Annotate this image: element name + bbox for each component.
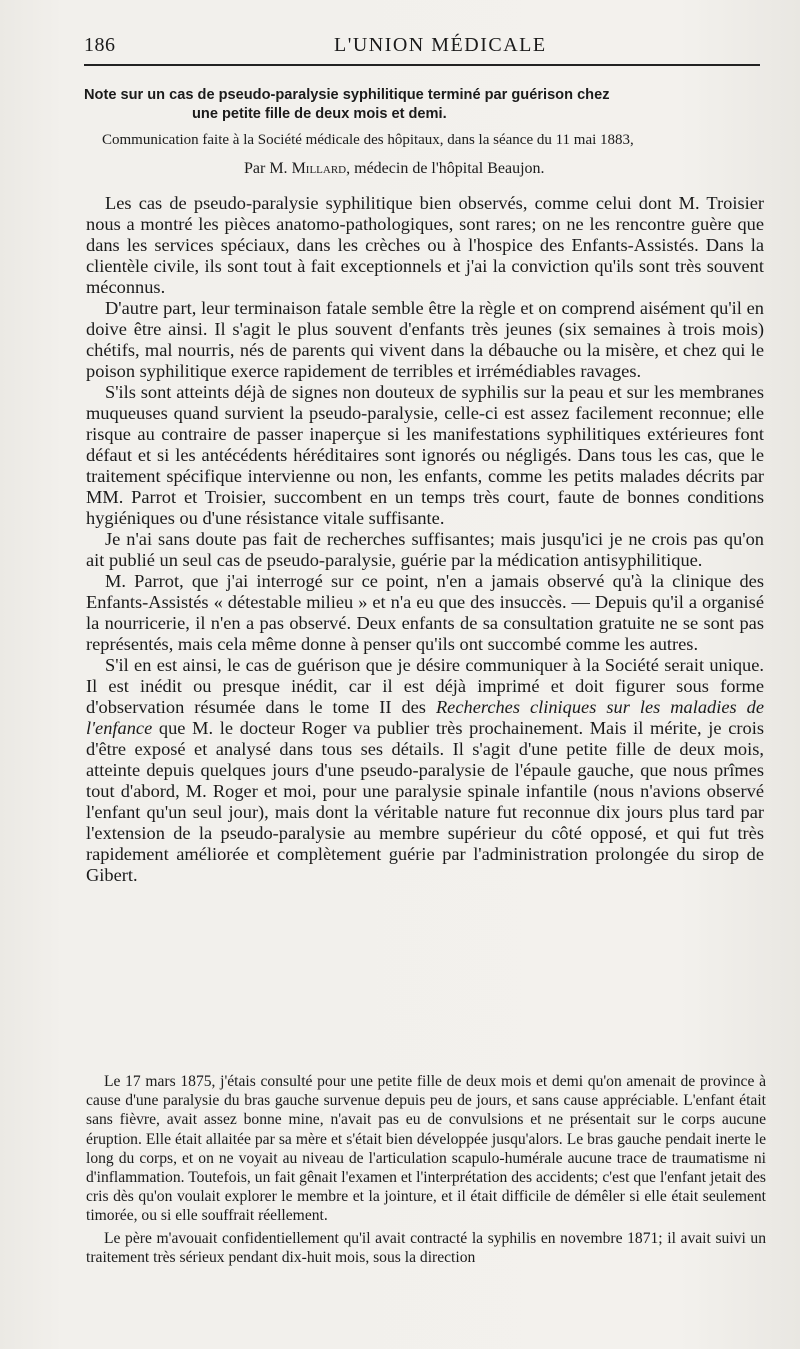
byline-prefix: Par M. — [244, 160, 292, 177]
journal-title: L'UNION MÉDICALE — [334, 34, 547, 56]
body-paragraph: D'autre part, leur terminaison fatale semble être la règle et on comprend aisément qu'il en doive être ainsi. Il s'agit le plus souvent d'enfants très jeunes (six semaines à trois mois) chétifs, mal nourris, nés de parents qui vivent dans la débauche ou la misère, et chez qui le poison syphilitique exerce rapidement de terribles et irrémédiables ravages. — [86, 298, 764, 381]
author-byline — [244, 158, 764, 180]
observation-paragraph: Le père m'avouait confidentiellement qu'il avait contracté la syphilis en novembre 1871; il avait suivi un traitement très sérieux pendant dix-huit mois, sous la direction — [86, 1229, 766, 1266]
article-title — [84, 86, 762, 124]
observation-paragraph: Le 17 mars 1875, j'étais consulté pour une petite fille de deux mois et demi qu'on amenait de province à cause d'une paralysie du bras gauche survenue depuis peu de jours, et sans cause appréciable. L'enfant était sans fièvre, avait assez bonne mine, n'avait pas eu de convulsions et ne présentait sur le corps aucune éruption. Elle était allaitée par sa mère et s'était bien développée jusqu'alors. Le bras gauche pendait inerte le long du corps, et on ne voyait au niveau de l'articulation scapulo-humérale aucune trace de traumatisme ni d'inflammation. Toutefois, un fait gênait l'examen et l'interprétation des accidents; c'est que l'enfant jetait des cris dès qu'on voulait explorer le membre et la jointure, et il était difficile de démêler si elle était seulement timorée, ou si elle souffrait réellement. — [86, 1073, 766, 1225]
body-paragraph — [86, 655, 764, 886]
article-body — [86, 193, 764, 886]
cited-work-title: Recherches cliniques sur les maladies de l'enfance — [86, 697, 764, 738]
case-observation — [86, 1072, 766, 1267]
running-header — [84, 30, 754, 64]
byline-suffix: , médecin de l'hôpital Beaujon. — [346, 160, 545, 177]
body-text: S'il en est ainsi, le cas de guérison que je désire communiquer à la Société serait unique. Il est inédit ou presque inédit, car il est déjà imprimé et doit figurer sous forme d'observation résumée dans le tome II des — [86, 655, 764, 717]
article-title-line-2: une petite fille de deux mois et demi. — [192, 106, 447, 122]
author-name: Millard — [291, 160, 347, 177]
body-paragraph: Les cas de pseudo-paralysie syphilitique bien observés, comme celui dont M. Troisier nous a montré les pièces anatomo-pathologiques, sont rares; on ne les rencontre guère que dans les services spéciaux, dans les crèches ou à l'hospice des Enfants-Assistés. Dans la clientèle civile, ils sont tout à fait exceptionnels et j'ai la conviction qu'ils sont très souvent méconnus. — [86, 193, 764, 297]
communication-note: Communication faite à la Société médicale des hôpitaux, dans la séance du 11 mai 1883, — [102, 132, 634, 148]
body-text: que M. le docteur Roger va publier très prochainement. Mais il mérite, je crois d'être exposé et analysé dans tous ses détails. Il s'agit d'une petite fille de deux mois, atteinte depuis quelques jours d'une pseudo-paralysie de l'épaule gauche, que nous prîmes tout d'abord, M. Roger et moi, pour une paralysie spinale infantile (nous n'avions observé l'enfant qu'un seul jour), mais dont la véritable nature fut reconnue dix jours plus tard par l'extension de la pseudo-paralysie au membre supérieur du côté opposé, et qui fut très rapidement améliorée et complètement guérie par l'administration prolongée du sirop de Gibert. — [86, 718, 764, 885]
page-number: 186 — [84, 34, 116, 56]
article-title-line-1: Note sur un cas de pseudo-paralysie syphilitique terminé par guérison chez — [84, 87, 610, 103]
body-paragraph: S'ils sont atteints déjà de signes non douteux de syphilis sur la peau et sur les membranes muqueuses quand survient la pseudo-paralysie, celle-ci est assez facilement reconnue; elle risque au contraire de passer inaperçue si les manifestations syphilitiques extérieures font défaut et si les antécédents héréditaires sont ignorés ou négligés. Dans tous les cas, que le traitement spécifique intervienne ou non, les enfants, comme les petits malades décrits par MM. Parrot et Troisier, succombent en un temps très court, faute de bonnes conditions hygiéniques ou d'une résistance vitale suffisante. — [86, 382, 764, 528]
body-paragraph: Je n'ai sans doute pas fait de recherches suffisantes; mais jusqu'ici je ne crois pas qu'on ait publié un seul cas de pseudo-paralysie, guérie par la médication antisyphilitique. — [86, 529, 764, 570]
header-rule — [84, 64, 760, 66]
body-paragraph: M. Parrot, que j'ai interrogé sur ce point, n'en a jamais observé qu'à la clinique des Enfants-Assistés « détestable milieu » et n'a eu que des insuccès. — Depuis qu'il a organisé la nourricerie, il n'en a pas observé. Deux enfants de sa consultation gratuite ne se sont pas représentés, mais cela même donne à penser qu'ils ont succombé comme les autres. — [86, 571, 764, 654]
